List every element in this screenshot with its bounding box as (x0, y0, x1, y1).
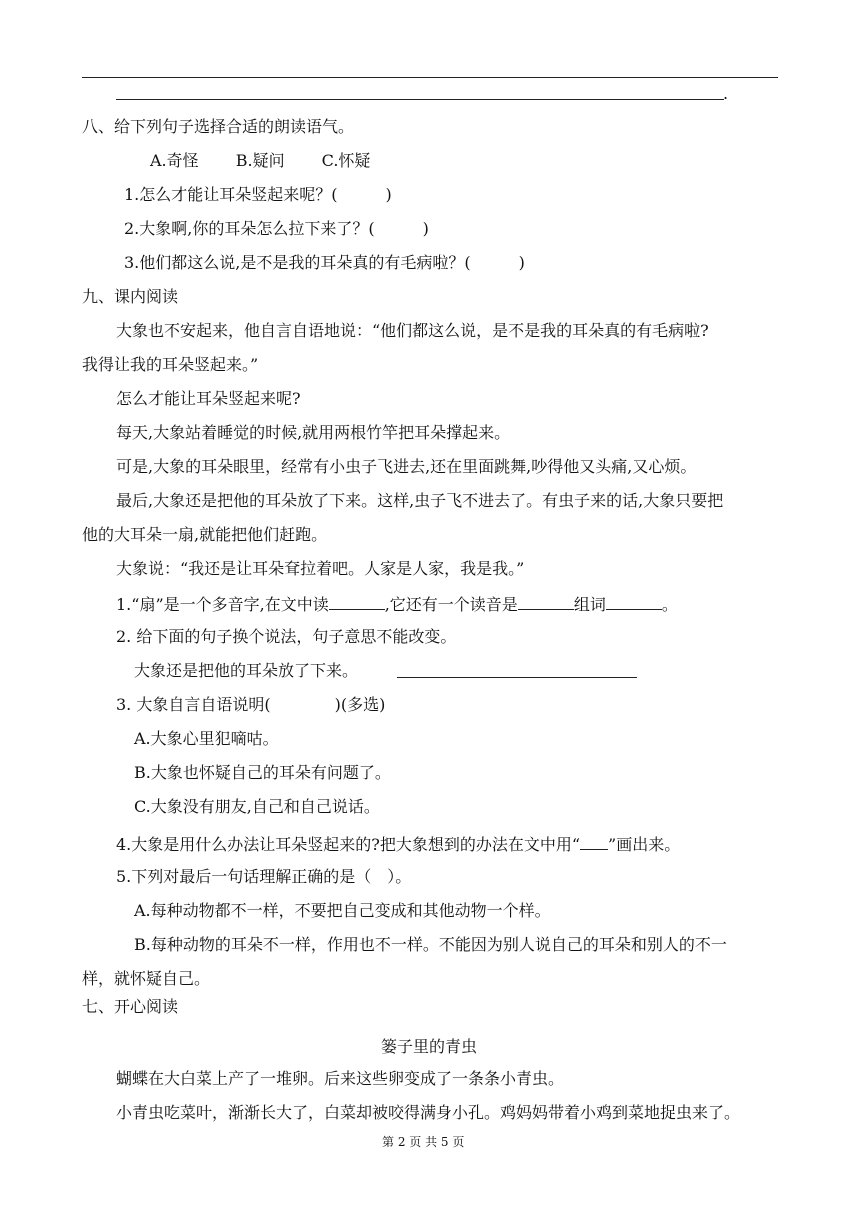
question-1-text-a: 1.“扇”是一个多音字,在文中读 (116, 595, 329, 614)
question-1-text-b: ,它还有一个读音是 (384, 595, 518, 614)
question-1-text-d: 。 (661, 595, 678, 614)
answer-line-end-mark: . (723, 84, 729, 103)
answer-line-1 (82, 77, 778, 78)
question-1 (116, 593, 678, 615)
section-9-title: 九、课内阅读 (82, 287, 179, 306)
question-2: 2. 给下面的句子换个说法，句子意思不能改变。 (116, 627, 457, 646)
question-4-text-a: 4.大象是用什么办法让耳朵竖起来的?把大象想到的办法在文中用“ (116, 835, 581, 854)
story-title: 篓子里的青虫 (381, 1037, 478, 1056)
section-8-question-3: 3.他们都这么说,是不是我的耳朵真的有毛病啦？( ) (124, 253, 525, 272)
passage-paragraph-5b: 他的大耳朵一扇,就能把他们赶跑。 (82, 525, 328, 544)
section-7-title: 七、开心阅读 (82, 997, 179, 1016)
passage-paragraph-1a: 大象也不安起来，他自言自语地说：“他们都这么说，是不是我的耳朵真的有毛病啦? (116, 321, 709, 340)
passage-paragraph-5a: 最后,大象还是把他的耳朵放了下来。这样,虫子飞不进去了。有虫子来的话,大象只要把 (116, 491, 724, 510)
question-5: 5.下列对最后一句话理解正确的是（ ）。 (116, 867, 412, 886)
page-footer: 第 2 页 共 5 页 (382, 1135, 465, 1149)
question-3-option-a: A.大象心里犯嘀咕。 (134, 729, 279, 748)
passage-paragraph-1b: 我得让我的耳朵竖起来。” (82, 355, 259, 374)
answer-line-question-2[interactable] (397, 677, 637, 678)
question-5-option-b-line-1: B.每种动物的耳朵不一样，作用也不一样。不能因为别人说自己的耳朵和别人的不一 (134, 935, 727, 954)
passage-paragraph-6: 大象说：“我还是让耳朵耷拉着吧。人家是人家，我是我。” (116, 559, 525, 578)
story-paragraph-2: 小青虫吃菜叶，渐渐长大了，白菜却被咬得满身小孔。鸡妈妈带着小鸡到菜地捉虫来了。 (116, 1103, 741, 1122)
question-2-sentence: 大象还是把他的耳朵放了下来。 (134, 661, 359, 680)
question-4 (116, 833, 680, 855)
answer-blank-reading[interactable] (329, 593, 385, 610)
section-8-question-2: 2.大象啊,你的耳朵怎么拉下来了？( ) (124, 219, 429, 238)
question-3-option-c: C.大象没有朋友,自己和自己说话。 (134, 797, 380, 816)
passage-paragraph-4: 可是,大象的耳朵眼里，经常有小虫子飞进去,还在里面跳舞,吵得他又头痛,又心烦。 (116, 457, 697, 476)
section-8-title: 八、给下列句子选择合适的朗读语气。 (82, 117, 355, 136)
story-paragraph-1: 蝴蝶在大白菜上产了一堆卵。后来这些卵变成了一条条小青虫。 (116, 1069, 565, 1088)
question-5-option-a: A.每种动物都不一样，不要把自己变成和其他动物一个样。 (134, 901, 551, 920)
answer-line-2 (116, 99, 724, 100)
question-1-text-c: 组词 (573, 595, 606, 614)
passage-paragraph-3: 每天,大象站着睡觉的时候,就用两根竹竿把耳朵撑起来。 (116, 423, 511, 442)
section-8-options: A.奇怪 B.疑问 C.怀疑 (150, 151, 371, 170)
section-8-question-1: 1.怎么才能让耳朵竖起来呢？( ) (124, 185, 392, 204)
question-3-option-b: B.大象也怀疑自己的耳朵有问题了。 (134, 763, 391, 782)
question-3: 3. 大象自言自语说明( )(多选) (116, 695, 386, 714)
passage-paragraph-2: 怎么才能让耳朵竖起来呢? (116, 389, 301, 408)
question-4-text-b: ”画出来。 (608, 835, 681, 854)
underline-sample (580, 833, 608, 850)
question-5-option-b-line-2: 样，就怀疑自己。 (82, 969, 211, 988)
answer-blank-other-reading[interactable] (518, 593, 574, 610)
answer-blank-word[interactable] (606, 593, 662, 610)
